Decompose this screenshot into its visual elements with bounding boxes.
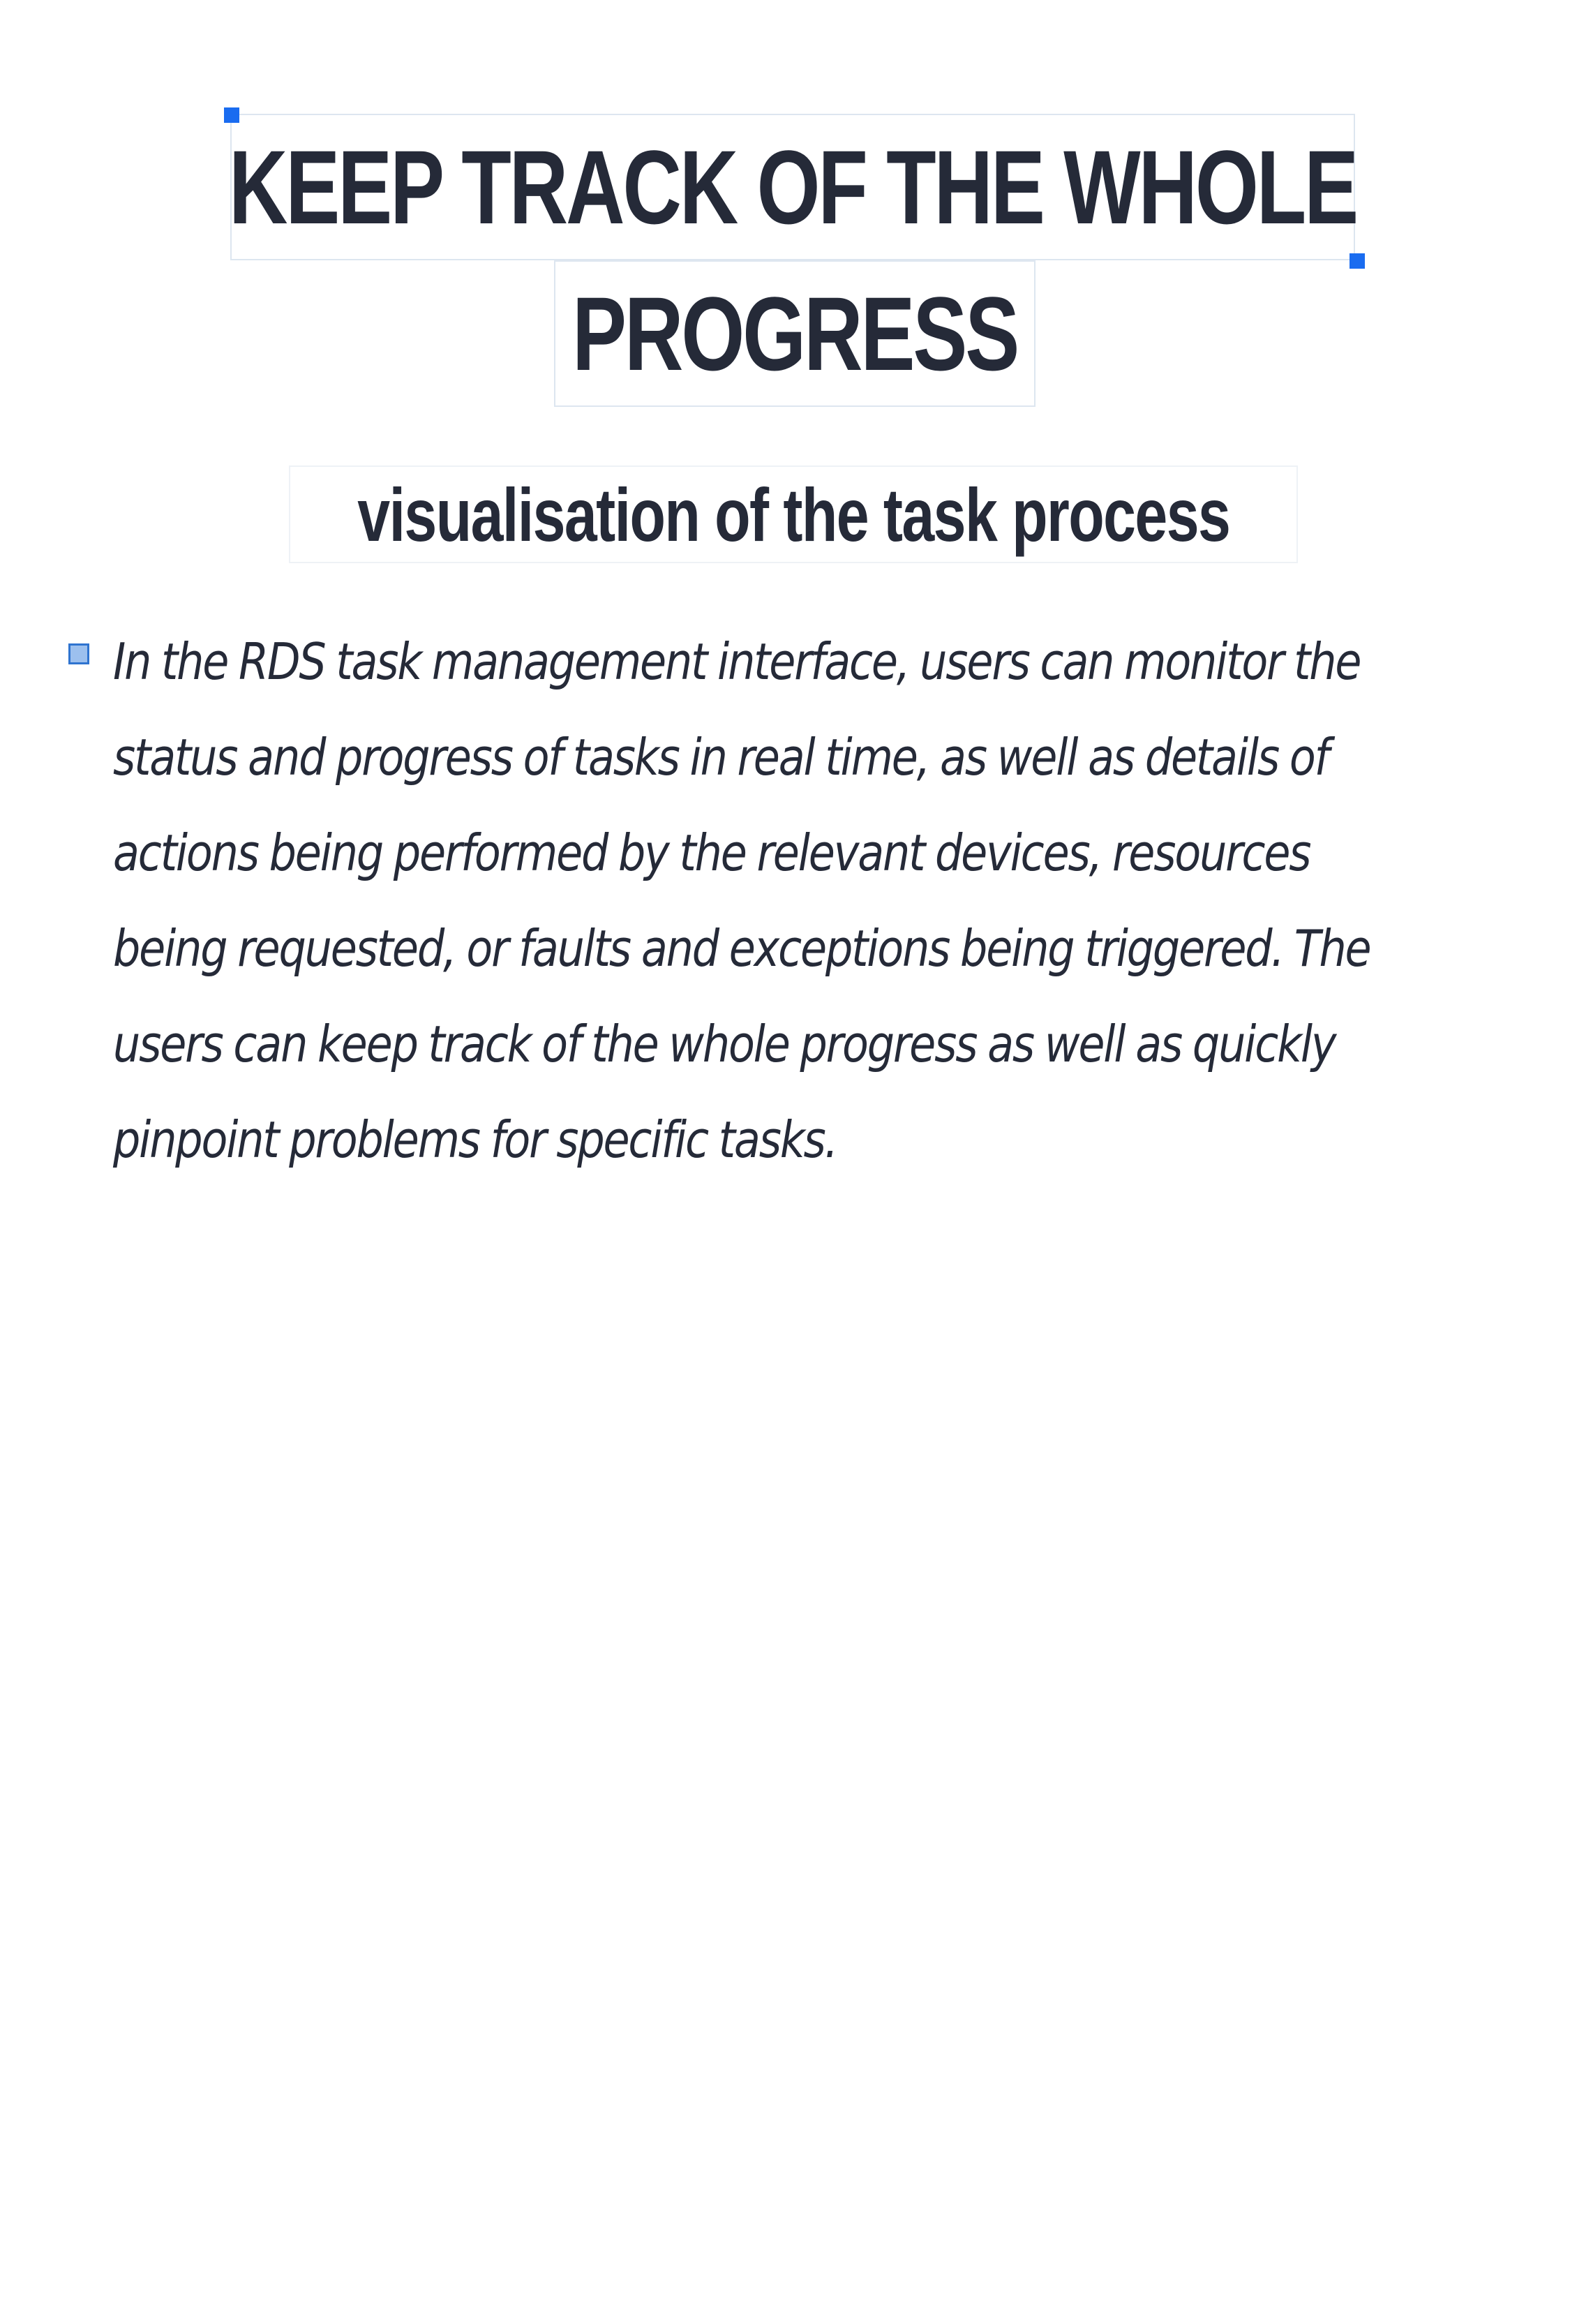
square-bullet-icon [68, 643, 89, 664]
selection-handle-icon[interactable] [1350, 253, 1365, 269]
title-textbox-line-2[interactable] [554, 260, 1036, 407]
paragraph-line: actions being performed by the relevant devices, resources [113, 824, 1310, 882]
paragraph-line: In the RDS task management interface, users can monitor the [113, 632, 1361, 691]
title-textbox-line-1[interactable] [230, 114, 1355, 260]
paragraph-line: status and progress of tasks in real time, as well as details of [113, 728, 1329, 787]
description-paragraph[interactable] [113, 614, 1550, 1188]
paragraph-line: users can keep track of the whole progress as well as quickly [113, 1015, 1336, 1073]
subtitle-textbox[interactable] [289, 465, 1298, 563]
subtitle: visualisation of the task process [357, 472, 1230, 557]
title-line-2: PROGRESS [571, 274, 1018, 392]
title-line-1: KEEP TRACK OF THE WHOLE [228, 128, 1357, 246]
paragraph-line: pinpoint problems for specific tasks. [113, 1110, 837, 1169]
selection-handle-icon[interactable] [224, 107, 239, 123]
paragraph-line: being requested, or faults and exceptions being triggered. The [113, 919, 1370, 978]
